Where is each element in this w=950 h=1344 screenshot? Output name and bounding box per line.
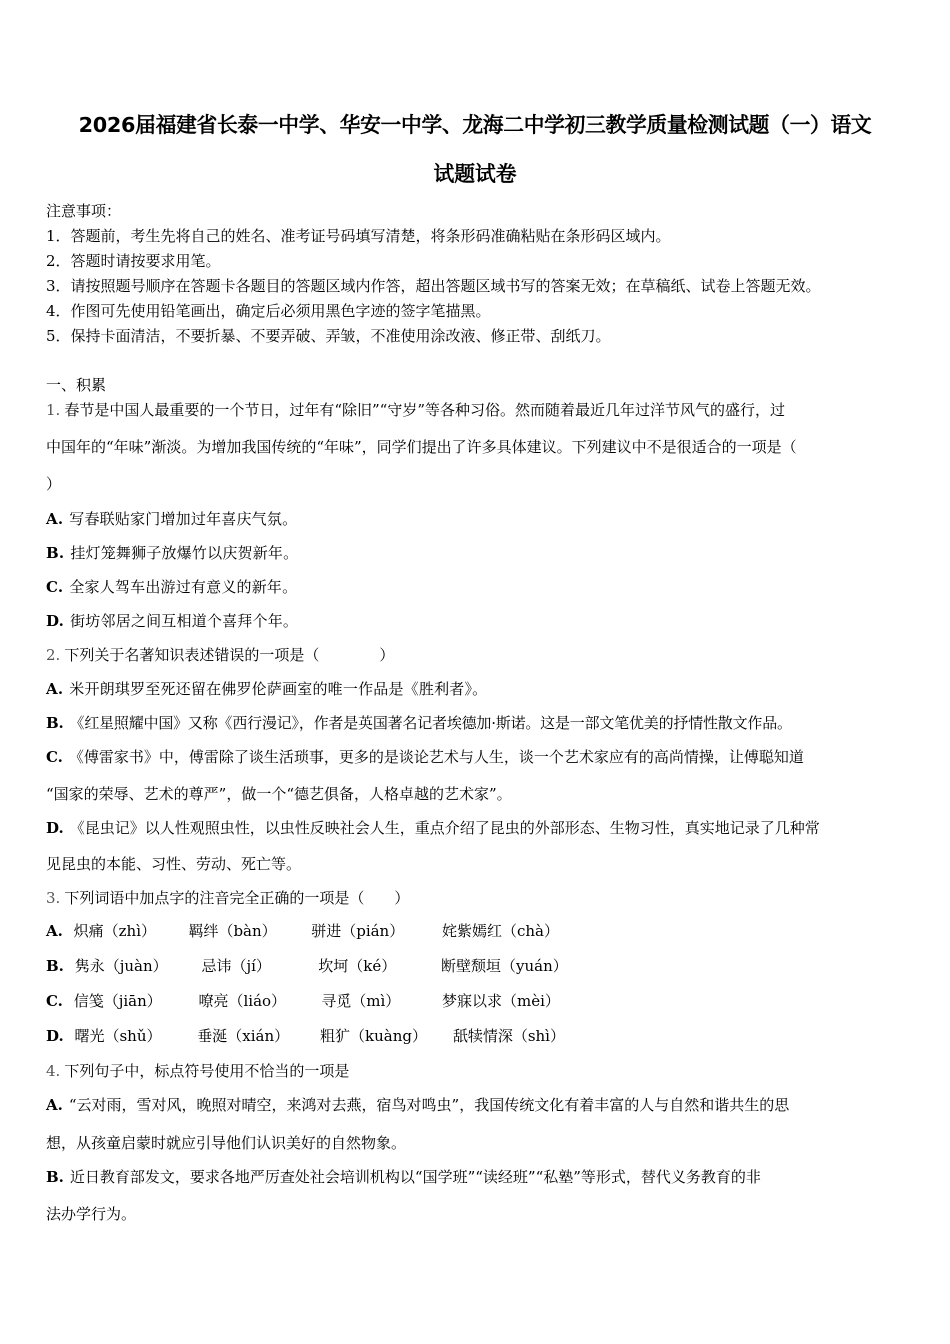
question-3-stem: 下列词语中加点字的注音完全正确的一项是（ ） — [64, 889, 410, 907]
option-word: 羁绊（bàn） — [188, 922, 277, 940]
notice-item-1: 1．答题前，考生先将自己的姓名、准考证号码填写清楚，将条形码准确粘贴在条形码区域内。 — [46, 227, 671, 245]
option-text: 《傅雷家书》中，傅雷除了谈生活琐事，更多的是谈论艺术与人生，谈一个艺术家应有的高尚情操，让傅聪知道 — [68, 748, 804, 766]
question-1-option-a — [46, 512, 297, 527]
question-4-number: 4. — [46, 1062, 61, 1080]
option-label: D. — [46, 612, 65, 630]
option-label: C. — [46, 578, 64, 596]
option-label: C. — [46, 748, 63, 766]
question-1-line-3: ） — [46, 475, 62, 493]
question-2-option-b — [46, 716, 792, 731]
question-2-option-a — [46, 682, 487, 697]
question-2-option-d-cont: 见昆虫的本能、习性、劳动、死亡等。 — [46, 855, 302, 873]
option-word: 舐犊情深（shì） — [452, 1027, 565, 1045]
question-2-option-c — [46, 750, 804, 765]
option-word: 嘹亮（liáo） — [198, 992, 287, 1010]
question-2-stem-line — [46, 648, 394, 663]
question-3-option-c — [46, 994, 560, 1009]
option-word: 断壁颓垣（yuán） — [441, 957, 568, 975]
option-word: 曙光（shǔ） — [74, 1027, 162, 1045]
option-label: A. — [46, 510, 64, 528]
option-text: 街坊邻居之间互相道个喜拜个年。 — [70, 612, 299, 630]
option-word: 信笺（jiān） — [73, 992, 162, 1010]
notice-heading: 注意事项： — [46, 202, 122, 220]
option-text: 挂灯笼舞狮子放爆竹以庆贺新年。 — [70, 544, 299, 562]
option-label: B. — [46, 544, 65, 562]
option-label: D. — [46, 819, 64, 837]
option-text: 《昆虫记》以人性观照虫性，以虫性反映社会人生，重点介绍了昆虫的外部形态、生物习性，真实地记录了几种常 — [69, 819, 820, 837]
question-1-stem: 春节是中国人最重要的一个节日，过年有“除旧”“守岁”等各种习俗。然而随着最近几年过洋节风气的盛行，过 — [64, 401, 785, 419]
option-label: C. — [46, 992, 63, 1010]
option-word: 梦寐以求（mèi） — [442, 992, 560, 1010]
question-3-stem-line — [46, 891, 409, 906]
option-text: 全家人驾车出游过有意义的新年。 — [69, 578, 298, 596]
notice-item-4: 4．作图可先使用铅笔画出，确定后必须用黑色字迹的签字笔描黑。 — [46, 302, 491, 320]
question-1-option-b — [46, 546, 298, 561]
question-3-option-b — [46, 959, 568, 974]
option-label: B. — [46, 957, 64, 975]
question-1-option-c — [46, 580, 297, 595]
option-label: D. — [46, 1027, 64, 1045]
option-word: 坎坷（ké） — [318, 957, 397, 975]
question-3-number: 3. — [46, 889, 61, 907]
question-1-line-2: 中国年的“年味”渐淡。为增加我国传统的“年味”，同学们提出了许多具体建议。下列建议中不是很适合的一项是（ — [46, 438, 797, 456]
option-word: 垂涎（xián） — [197, 1027, 290, 1045]
exam-title-line-2: 试题试卷 — [433, 162, 517, 186]
option-label: B. — [46, 714, 64, 732]
option-text: “云对雨，雪对风，晚照对晴空，来鸿对去燕，宿鸟对鸣虫”，我国传统文化有着丰富的人与自然和谐共生的思 — [68, 1096, 790, 1114]
option-text: 《红星照耀中国》又称《西行漫记》，作者是英国著名记者埃德加·斯诺。这是一部文笔优美的抒情性散文作品。 — [69, 714, 792, 732]
question-2-number: 2. — [46, 646, 61, 664]
question-4-stem-line — [46, 1064, 349, 1079]
question-3-option-a — [46, 924, 559, 939]
question-1-number: 1. — [46, 401, 61, 419]
option-word: 姹紫嫣红（chà） — [442, 922, 560, 940]
question-3-option-d — [46, 1029, 565, 1044]
question-2-stem: 下列关于名著知识表述错误的一项是（ ） — [64, 646, 395, 664]
option-text: 米开朗琪罗至死还留在佛罗伦萨画室的唯一作品是《胜利者》。 — [69, 680, 488, 698]
option-text: 近日教育部发文，要求各地严厉查处社会培训机构以“国学班”“读经班”“私塾”等形式，替代义务教育的非 — [69, 1168, 761, 1186]
question-2-option-d — [46, 821, 820, 836]
question-4-option-a — [46, 1098, 789, 1113]
question-2-option-c-cont: “国家的荣辱、艺术的尊严”，做一个“德艺俱备，人格卓越的艺术家”。 — [46, 785, 512, 803]
option-word: 粗犷（kuàng） — [320, 1027, 428, 1045]
option-word: 炽痛（zhì） — [73, 922, 157, 940]
question-1-option-d — [46, 614, 298, 629]
option-label: A. — [46, 922, 63, 940]
question-1-line-1 — [46, 403, 785, 418]
question-4-option-a-cont: 想，从孩童启蒙时就应引导他们认识美好的自然物象。 — [46, 1134, 407, 1152]
option-word: 寻觅（mì） — [321, 992, 401, 1010]
option-word: 忌讳（jí） — [201, 957, 271, 975]
notice-item-3: 3．请按照题号顺序在答题卡各题目的答题区域内作答，超出答题区域书写的答案无效；在草稿纸、试卷上答题无效。 — [46, 277, 821, 295]
option-text: 写春联贴家门增加过年喜庆气氛。 — [69, 510, 298, 528]
section-heading: 一、积累 — [46, 376, 107, 394]
option-word: 隽永（juàn） — [74, 957, 168, 975]
option-label: B. — [46, 1168, 64, 1186]
question-4-stem: 下列句子中，标点符号使用不恰当的一项是 — [64, 1062, 350, 1080]
option-word: 骈进（pián） — [311, 922, 405, 940]
option-label: A. — [46, 680, 64, 698]
question-4-option-b-cont: 法办学行为。 — [46, 1205, 137, 1223]
notice-item-5: 5．保持卡面清洁，不要折暴、不要弄破、弄皱，不准使用涂改液、修正带、刮纸刀。 — [46, 327, 611, 345]
notice-item-2: 2．答题时请按要求用笔。 — [46, 252, 221, 270]
exam-title-line-1: 2026届福建省长泰一中学、华安一中学、龙海二中学初三教学质量检测试题（一）语文 — [78, 113, 872, 137]
option-label: A. — [46, 1096, 63, 1114]
question-4-option-b — [46, 1170, 761, 1185]
